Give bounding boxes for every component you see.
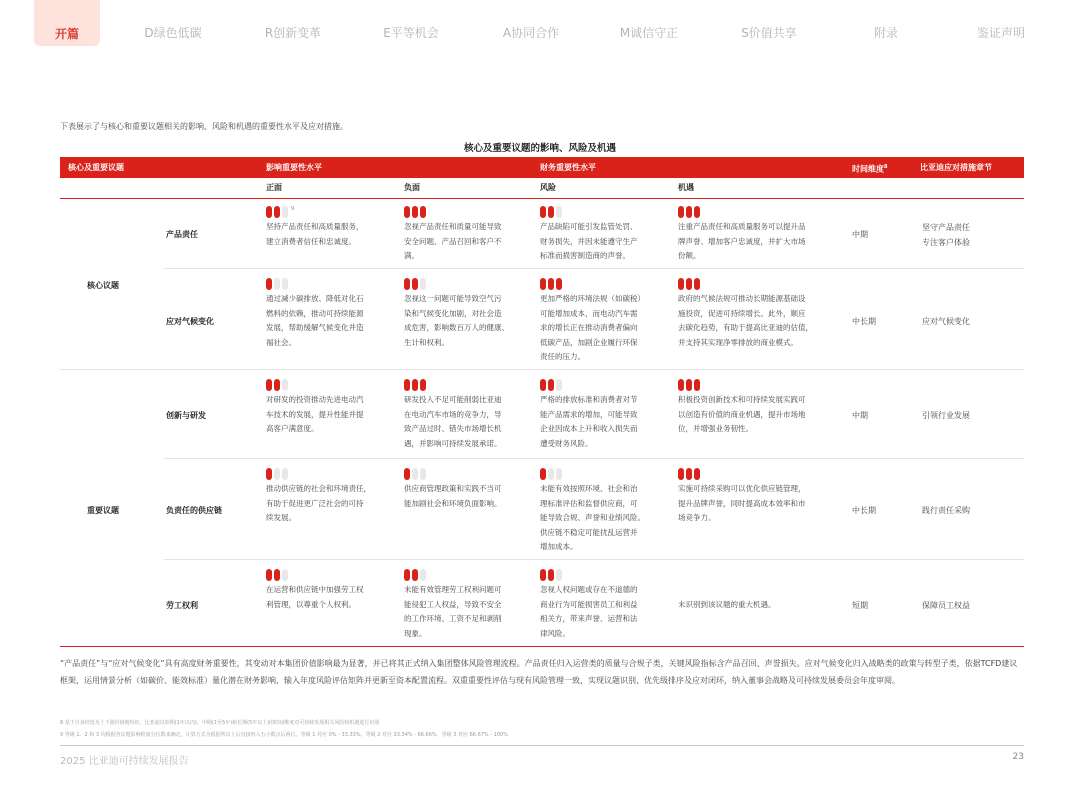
rating-dot-filled: [266, 206, 272, 218]
cell-risk: [540, 292, 645, 365]
cell-line: 实施可持续采购可以优化供应链管理，: [678, 484, 806, 493]
rating-dot-empty: [282, 569, 288, 581]
cell-line: 提升品牌声誉，同时提高成本效率和市: [678, 498, 806, 508]
cell-line: 份额。: [678, 251, 701, 260]
rating-dot-empty: [282, 206, 288, 218]
cell-line: 建立消费者信任和忠诚度。: [266, 236, 356, 246]
cell-neg: [404, 393, 502, 451]
cell-line: 低碳产品，加剧企业履行环保: [540, 337, 638, 347]
importance-rating-risk: [540, 379, 564, 391]
response-chapter: [922, 598, 970, 613]
cell-line: 责任的压力。: [540, 352, 585, 361]
cell-line: 去碳化趋势，有助于提高比亚迪的估值，: [678, 323, 813, 332]
importance-rating-opp: [678, 278, 702, 290]
cell-line: 利管理，以尊重个人权利。: [266, 599, 356, 609]
header-risk: 风险: [540, 183, 556, 192]
cell-line: 能侵犯工人权益，导致不安全: [404, 599, 502, 609]
rating-dot-filled: [420, 379, 426, 391]
rating-dot-filled: [678, 379, 684, 391]
cell-line: 更加严格的环境法规（如碳税）: [540, 294, 645, 303]
nav-tab-integrity[interactable]: M诚信守正: [619, 26, 679, 40]
rating-dot-filled: [556, 278, 562, 290]
importance-rating-neg: [404, 206, 428, 218]
importance-rating-risk: [540, 206, 564, 218]
report-title: 2025 比亚迪可持续发展报告: [60, 756, 189, 767]
importance-rating-risk: [540, 569, 564, 581]
rating-dot-filled: [694, 468, 700, 480]
rating-dot-filled: [686, 278, 692, 290]
cell-line: 场竞争力。: [678, 513, 716, 522]
rating-dot-empty: [556, 206, 562, 218]
cell-line: 财务损失，并因未能遵守生产: [540, 236, 638, 246]
cell-line: 遇，并影响可持续发展承诺。: [404, 438, 502, 448]
rating-dot-filled: [266, 569, 272, 581]
cell-line: 致产品过时、错失市场增长机: [404, 424, 502, 433]
response-chapter: [922, 220, 970, 250]
cell-line: 并支持其实现净零排放的商业模式。: [678, 337, 798, 347]
rating-dot-filled: [548, 569, 554, 581]
cell-line: 忽视产品责任和质量可能导致: [404, 222, 502, 231]
cell-line: 理标准评估和监督供应商，可: [540, 498, 638, 508]
nav-tab-equality[interactable]: E平等机会: [383, 26, 439, 40]
importance-rating-pos: [266, 206, 294, 218]
rating-dot-filled: [694, 278, 700, 290]
table-header-secondary: [60, 178, 1024, 199]
rating-dot-filled: [540, 206, 546, 218]
cell-pos: [266, 220, 364, 249]
footnote-8: 8 基于自身经营及上下游价值链特征，比亚迪以短期(1年以内)、中期(1至5年)和长期(5年以上)的时间维度对可持续发展相关风险和机遇进行识别: [60, 720, 380, 726]
chapter-link[interactable]: 保障员工权益: [922, 601, 970, 610]
cell-line: 安全问题、产品召回和客户不: [404, 236, 502, 246]
cell-line: 商业行为可能损害员工和利益: [540, 599, 638, 609]
cell-line: 未能有效按照环境、社会和治: [540, 484, 638, 493]
rating-dot-empty: [282, 379, 288, 391]
row-topic: 劳工权利: [166, 601, 198, 610]
cell-line: 能产品需求的增加，可能导致: [540, 409, 638, 419]
rating-dot-filled: [404, 468, 410, 480]
nav-tab-collaboration[interactable]: A协同合作: [502, 26, 560, 40]
cell-opp: [678, 598, 776, 613]
rating-dot-filled: [540, 379, 546, 391]
footnote-ref: 9: [291, 206, 295, 212]
cell-line: 产品缺陷可能引发监管处罚、: [540, 222, 638, 231]
cell-line: 企业因成本上升和收入损失而: [540, 424, 638, 433]
explanatory-note: “产品责任”与“应对气候变化”具有高度财务重要性，其变动对本集团价值影响最为显著，并已将其正式纳入集团整体风险管理流程。产品责任归入运营类的质量与合规子类，关键风险指标含产品召回、声誉损失。应对气候变化归入战略类的政策与转型子类，依据TCFD建议框架，运用情景分析（如碳价、能效标准）量化潜在财务影响，输入年度风险评估矩阵并更新至资本配置流程。双重重要性评估与现有风险管理一致，实现议题识别、优先级排序及应对闭环，纳入董事会战略及可持续发展委员会年度审阅。: [60, 659, 1018, 685]
rating-dot-filled: [678, 278, 684, 290]
chapter-link[interactable]: 应对气候变化: [922, 317, 970, 326]
rating-dot-empty: [282, 278, 288, 290]
rating-dot-empty: [274, 278, 280, 290]
nav-tab-appendix[interactable]: 附录: [873, 26, 898, 40]
cell-risk: [540, 482, 645, 555]
time-horizon: 中期: [852, 411, 868, 420]
cell-line: 未识别到该议题的重大机遇。: [678, 600, 776, 609]
page-number: 23: [1012, 752, 1024, 762]
rating-dot-filled: [694, 206, 700, 218]
cell-line: 积极投资创新技术和可持续发展实践可: [678, 395, 806, 404]
table-header-primary: [60, 157, 1024, 178]
rating-dot-empty: [412, 468, 418, 480]
cell-line: 坚持产品责任和高质量服务，: [266, 222, 364, 231]
importance-rating-neg: [404, 278, 428, 290]
cell-line: 有助于促进更广泛社会的可持: [266, 498, 364, 508]
cell-line: 遭受财务风险。: [540, 438, 593, 448]
cell-line: 推动供应链的社会和环境责任，: [266, 484, 371, 493]
cell-line: 注重产品责任和高质量服务可以提升品: [678, 222, 806, 231]
cell-line: 严格的排放标准和消费者对节: [540, 395, 638, 404]
header-financial: 财务重要性水平: [540, 163, 596, 172]
cell-line: 政府的气候法规可推动长期能源基础设: [678, 294, 806, 303]
header-negative: 负面: [404, 183, 420, 192]
importance-rating-pos: [266, 468, 290, 480]
rating-dot-filled: [404, 206, 410, 218]
importance-rating-risk: [540, 278, 564, 290]
row-divider: [164, 458, 1024, 459]
intro-text: 下表展示了与核心和重要议题相关的影响、风险和机遇的重要性水平及应对措施。: [60, 122, 348, 131]
rating-dot-filled: [540, 278, 546, 290]
cell-line: 现象。: [404, 628, 427, 638]
category-core: 核心议题: [87, 281, 119, 290]
header-time: [852, 157, 887, 180]
importance-rating-neg: [404, 379, 428, 391]
header-topic: 核心及重要议题: [68, 163, 124, 172]
rating-dot-filled: [548, 278, 554, 290]
nav-tab-opening[interactable]: 开篇: [34, 0, 100, 46]
nav-tab-assurance[interactable]: 鉴证声明: [976, 26, 1025, 40]
response-chapter: [922, 408, 970, 423]
cell-line: 的工作环境、工资不足和剥削: [404, 614, 502, 623]
cell-line: 高客户满意度。: [266, 424, 319, 433]
cell-line: 供应链不稳定可能扰乱运营并: [540, 527, 638, 537]
rating-dot-filled: [274, 206, 280, 218]
rating-dot-filled: [686, 379, 692, 391]
header-time-footnote: 8: [884, 164, 888, 170]
cell-line: 以创造有价值的商业机遇，提升市场地: [678, 409, 806, 419]
cell-opp: [678, 482, 806, 526]
time-horizon: 中长期: [852, 506, 876, 515]
cell-opp: [678, 220, 806, 264]
table-bottom-rule: [60, 646, 1024, 647]
cell-pos: [266, 583, 364, 612]
rating-dot-filled: [548, 206, 554, 218]
cell-line: 增加成本。: [540, 542, 578, 551]
row-divider: [164, 559, 1024, 560]
rating-dot-filled: [404, 379, 410, 391]
header-time-label: 时间维度: [852, 164, 884, 174]
importance-rating-pos: [266, 379, 290, 391]
cell-line: 福社会。: [266, 337, 296, 347]
importance-rating-pos: [266, 569, 290, 581]
response-chapter: [922, 503, 970, 518]
header-impact: 影响重要性水平: [266, 163, 322, 172]
footer-divider: [60, 745, 1024, 746]
cell-neg: [404, 220, 502, 264]
header-positive: 正面: [266, 183, 282, 192]
cell-line: 忽视人权问题或存在不道德的: [540, 585, 638, 594]
rating-dot-filled: [686, 206, 692, 218]
cell-opp: [678, 393, 806, 437]
row-topic: 创新与研发: [166, 411, 206, 420]
cell-line: 牌声誉、增加客户忠诚度，并扩大市场: [678, 236, 806, 246]
rating-dot-empty: [420, 468, 426, 480]
cell-risk: [540, 220, 638, 264]
row-topic: 产品责任: [166, 230, 198, 239]
rating-dot-filled: [540, 468, 546, 480]
cell-line: 能导致合规、声誉和业绩风险。: [540, 513, 645, 522]
cell-neg: [404, 482, 502, 511]
rating-dot-filled: [412, 278, 418, 290]
time-horizon: 中长期: [852, 317, 876, 326]
cell-line: 通过减少碳排放、降低对化石: [266, 294, 364, 303]
importance-rating-pos: [266, 278, 290, 290]
rating-dot-empty: [556, 379, 562, 391]
cell-line: 求的增长正在推动消费者偏向: [540, 323, 638, 332]
top-navigation: [0, 0, 1080, 50]
time-horizon: 中期: [852, 230, 868, 239]
nav-tab-value[interactable]: S价值共享: [741, 26, 797, 40]
cell-risk: [540, 583, 638, 641]
importance-rating-opp: [678, 206, 702, 218]
header-opportunity: 机遇: [678, 183, 694, 192]
rating-dot-empty: [548, 468, 554, 480]
cell-line: 成危害，影响数百万人的健康、: [404, 323, 509, 332]
cell-line: 对研发的投资推动先进电动汽: [266, 395, 364, 404]
response-chapter: [922, 314, 970, 329]
rating-dot-filled: [678, 206, 684, 218]
cell-line: 研发投入不足可能削弱比亚迪: [404, 395, 502, 404]
category-divider: [60, 369, 1024, 370]
rating-dot-filled: [274, 569, 280, 581]
rating-dot-empty: [282, 468, 288, 480]
rating-dot-empty: [556, 468, 562, 480]
cell-line: 可能增加成本，而电动汽车需: [540, 308, 638, 318]
chapter-link[interactable]: 引领行业发展: [922, 411, 970, 420]
cell-risk: [540, 393, 638, 451]
rating-dot-filled: [404, 569, 410, 581]
importance-rating-risk: [540, 468, 564, 480]
importance-rating-neg: [404, 569, 428, 581]
nav-tab-innovation[interactable]: R创新变革: [264, 26, 322, 40]
cell-line: 忽视这一问题可能导致空气污: [404, 294, 502, 303]
cell-line: 施投资，促进可持续增长。此外，顺应: [678, 308, 806, 318]
cell-line: 满。: [404, 251, 419, 260]
cell-pos: [266, 482, 371, 526]
cell-line: 能加剧社会和环境负面影响。: [404, 498, 502, 508]
cell-line: 标准而损害制造商的声誉。: [540, 251, 630, 260]
rating-dot-filled: [412, 569, 418, 581]
cell-line: 未能有效管理劳工权利问题可: [404, 585, 502, 594]
row-topic: 应对气候变化: [166, 317, 214, 326]
row-divider: [164, 268, 1024, 269]
cell-line: 位，并增强业务韧性。: [678, 424, 753, 433]
rating-dot-filled: [266, 379, 272, 391]
rating-dot-filled: [420, 206, 426, 218]
cell-line: 供应商管理政策和实践不当可: [404, 484, 502, 493]
cell-line: 相关方，带来声誉、运营和法: [540, 614, 638, 623]
cell-line: 在电动汽车市场的竞争力，导: [404, 409, 502, 419]
cell-pos: [266, 292, 364, 350]
cell-neg: [404, 292, 509, 350]
cell-line: 染和气候变化加剧，对社会造: [404, 308, 502, 318]
importance-rating-neg: [404, 468, 428, 480]
cell-neg: [404, 583, 502, 641]
cell-line: 续发展。: [266, 513, 296, 522]
rating-dot-filled: [412, 206, 418, 218]
rating-dot-empty: [274, 468, 280, 480]
rating-dot-filled: [686, 468, 692, 480]
table-title: 核心及重要议题的影响、风险及机遇: [463, 143, 616, 154]
chapter-link[interactable]: 坚守产品责任: [922, 223, 970, 232]
cell-opp: [678, 292, 813, 350]
rating-dot-empty: [420, 569, 426, 581]
cell-pos: [266, 393, 364, 437]
rating-dot-filled: [404, 278, 410, 290]
cell-line: 发展，帮助缓解气候变化并造: [266, 323, 364, 332]
cell-line: 车技术的发展，提升性能并提: [266, 409, 364, 419]
rating-dot-filled: [274, 379, 280, 391]
rating-dot-empty: [420, 278, 426, 290]
importance-rating-opp: [678, 379, 702, 391]
rating-dot-filled: [266, 278, 272, 290]
cell-line: 在运营和供应链中加强劳工权: [266, 585, 364, 594]
cell-line: 律风险。: [540, 628, 570, 638]
cell-line: 生计和权利。: [404, 337, 449, 347]
rating-dot-filled: [678, 468, 684, 480]
category-important: 重要议题: [87, 506, 119, 515]
importance-rating-opp: [678, 468, 702, 480]
row-topic: 负责任的供应链: [166, 506, 222, 515]
footnote-9: 9 等级 1、2 和 3 均根据各议题影响程度分位数来确定。计算方式为根据所以上后直接四入五小数点后两位。等级 1 对应 0% - 33.33%，等级 2 对应 33.34% - 66.66%，等级 3 对应 66.67% - 100%: [60, 732, 508, 738]
time-horizon: 短期: [852, 601, 868, 610]
rating-dot-filled: [266, 468, 272, 480]
rating-dot-filled: [548, 379, 554, 391]
chapter-link[interactable]: 践行责任采购: [922, 506, 970, 515]
rating-dot-empty: [556, 569, 562, 581]
rating-dot-filled: [540, 569, 546, 581]
nav-tab-green[interactable]: D绿色低碳: [144, 26, 202, 40]
chapter-link[interactable]: 专注客户体验: [922, 238, 970, 247]
header-chapter: 比亚迪应对措施章节: [920, 163, 992, 172]
cell-line: 燃料的依赖，推动可持续能源: [266, 308, 364, 318]
rating-dot-filled: [694, 379, 700, 391]
rating-dot-filled: [412, 379, 418, 391]
